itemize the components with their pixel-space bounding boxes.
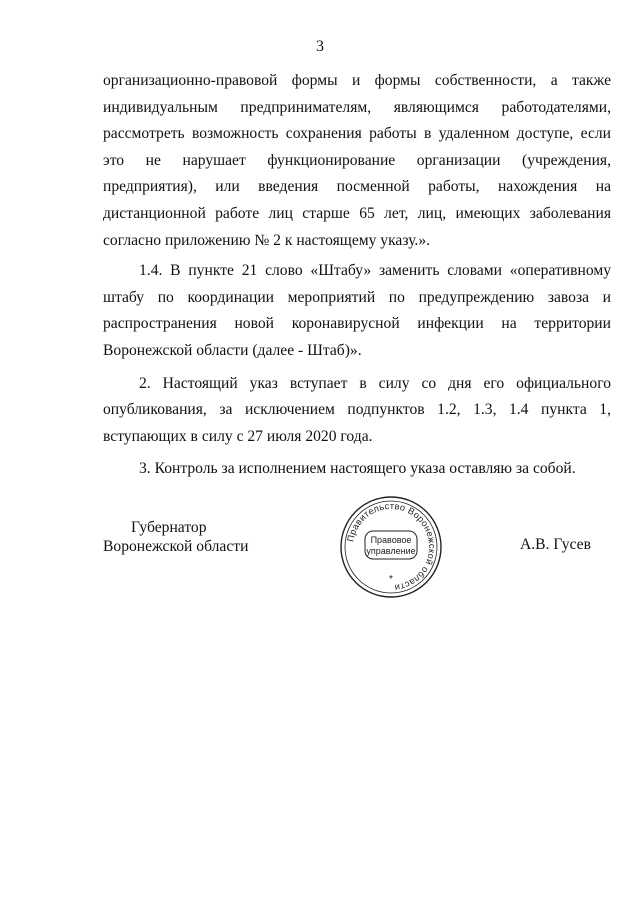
- signature-block: [103, 518, 248, 556]
- paragraph-2: 2. Настоящий указ вступает в силу со дня его официального опубликования, за исключением подпунктов 1.2, 1.3, 1.4 пункта 1, вступающих в силу с 27 июля 2020 года.: [103, 374, 611, 445]
- seal-ring-text: Правительство Воронежской области: [345, 500, 438, 593]
- official-seal: [338, 494, 444, 600]
- signer-name: А.В. Гусев: [520, 536, 591, 553]
- page-number: 3: [316, 38, 324, 55]
- seal-star: *: [389, 574, 393, 585]
- signer-title: Губернатор: [131, 519, 207, 536]
- paragraph-1-4: 1.4. В пункте 21 слово «Штабу» заменить словами «оперативному штабу по координации мероприятий по предупреждению завоза и распространения новой коронавирусной инфекции на территории Воронежской области (далее - Штаб)».: [103, 262, 611, 359]
- seal-center-line1: Правовое: [370, 535, 412, 545]
- paragraph-3: 3. Контроль за исполнением настоящего указа оставляю за собой.: [139, 460, 576, 478]
- document-body: [103, 68, 611, 489]
- seal-center-line2: управление: [366, 546, 416, 556]
- signer-organization: Воронежской области: [103, 538, 249, 555]
- paragraph-continuation: организационно-правовой формы и формы собственности, а также индивидуальным предпринимателям, являющимся работодателями, рассмотреть возможность сохранения работы в удаленном доступе, если это не нарушает функционирование организации (учреждения, предприятия), или введения посменной работы, нахождения на дистанционной работе лиц старше 65 лет, лиц, имеющих заболевания согласно приложению № 2 к настоящему указу.».: [103, 72, 611, 249]
